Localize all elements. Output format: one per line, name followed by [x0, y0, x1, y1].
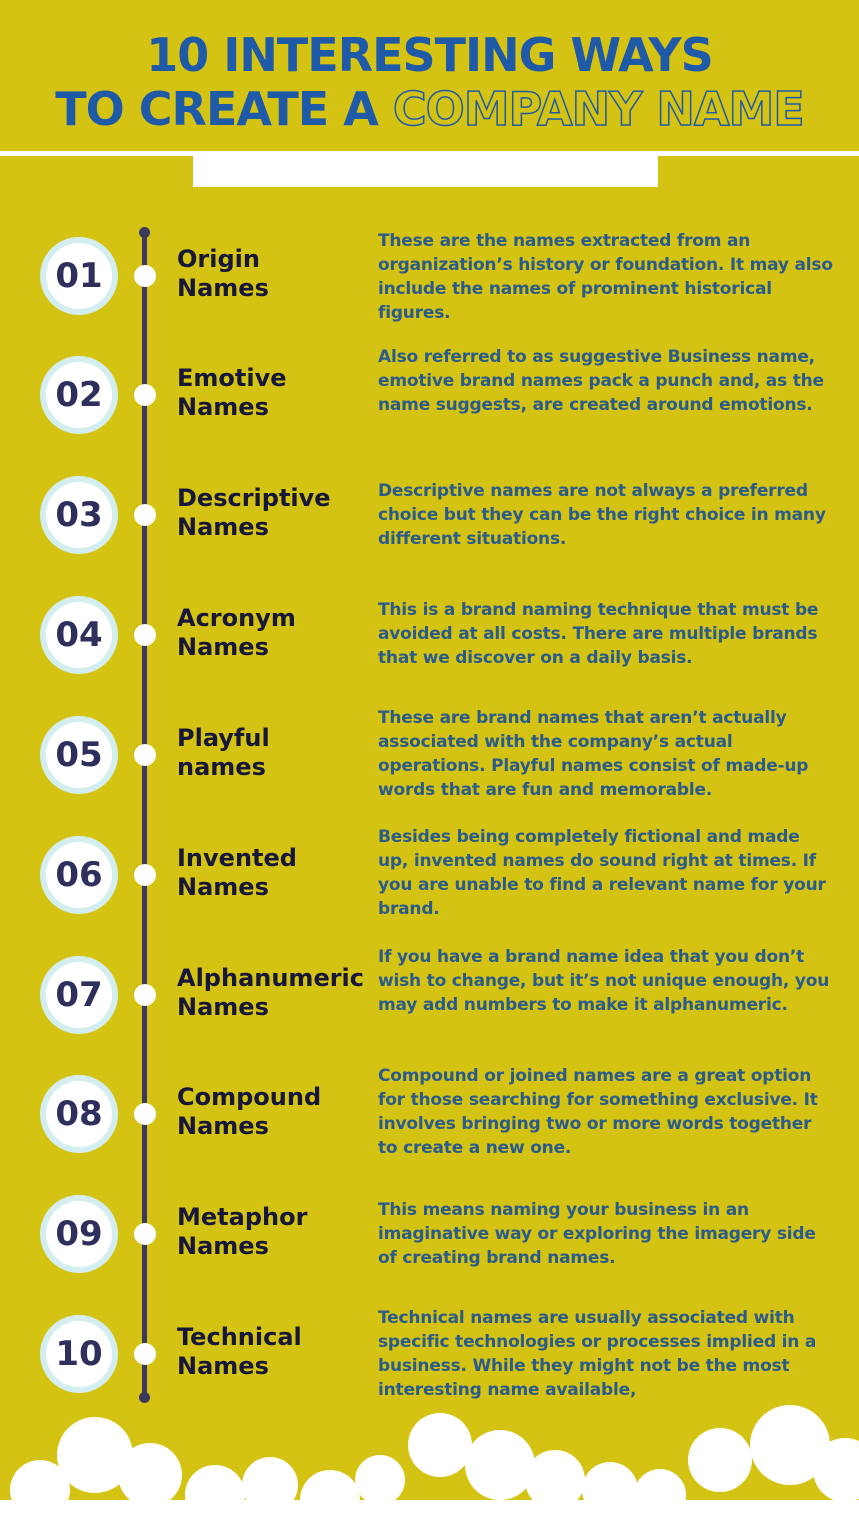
item-name-line-1: Metaphor: [177, 1203, 308, 1231]
item-name-line-2: names: [177, 753, 266, 781]
title-line-1: 10 INTERESTING WAYS: [146, 28, 713, 82]
item-name-line-1: Descriptive: [177, 484, 331, 512]
number-badge: [40, 956, 118, 1034]
item-name-line-2: Names: [177, 393, 269, 421]
number-label: 06: [46, 842, 112, 908]
item-name-line-1: Acronym: [177, 604, 296, 632]
item-name-line-2: Names: [177, 1112, 269, 1140]
item-name-line-2: Names: [177, 1352, 269, 1380]
item-name-line-1: Alphanumeric: [177, 964, 365, 992]
item-name: [177, 844, 377, 902]
number-label: 08: [46, 1081, 112, 1147]
item-description: Descriptive names are not always a preferred choice but they can be the right choice in many different situations.: [378, 481, 826, 549]
item-name-line-2: Names: [177, 513, 269, 541]
item-name-line-1: Origin: [177, 245, 260, 273]
number-badge: [40, 476, 118, 554]
item-name-line-1: Technical: [177, 1323, 302, 1351]
title-line-2: [0, 82, 859, 136]
item-description: Compound or joined names are a great option for those searching for something exclusive. It involves bringing two or more words together to create a new one.: [378, 1066, 818, 1158]
item-name: [177, 245, 377, 303]
item-description: Besides being completely fictional and made up, invented names do sound right at times. If you are unable to find a relevant name for your brand.: [378, 827, 826, 919]
item-description: These are brand names that aren’t actually associated with the company’s actual operations. Playful names consist of made-up words that are fun and memorable.: [378, 708, 809, 800]
number-badge: [40, 356, 118, 434]
number-label: 03: [46, 482, 112, 548]
item-name-line-2: Names: [177, 274, 269, 302]
timeline-dot: [134, 1103, 156, 1125]
number-badge: [40, 237, 118, 315]
item-name-line-2: Names: [177, 993, 269, 1021]
item-name-line-1: Emotive: [177, 364, 287, 392]
number-badge: [40, 1075, 118, 1153]
timeline-dot: [134, 1343, 156, 1365]
timeline-dot: [134, 984, 156, 1006]
timeline-dot: [134, 744, 156, 766]
number-label: 02: [46, 362, 112, 428]
item-description: These are the names extracted from an organization’s history or foundation. It may also include the names of prominent historical figures.: [378, 231, 833, 323]
title-line-2-outline: COMPANY NAME: [392, 82, 804, 136]
title-line-2-prefix: TO CREATE A: [55, 82, 378, 136]
timeline-dot: [134, 504, 156, 526]
item-name-line-1: Playful: [177, 724, 270, 752]
item-name-line-1: Invented: [177, 844, 297, 872]
number-label: 09: [46, 1201, 112, 1267]
number-badge: [40, 716, 118, 794]
item-description: This means naming your business in an imaginative way or exploring the imagery side of creating brand names.: [378, 1200, 816, 1268]
number-label: 07: [46, 962, 112, 1028]
timeline-dot: [134, 624, 156, 646]
item-name: [177, 964, 377, 1022]
item-name-line-2: Names: [177, 873, 269, 901]
number-label: 01: [46, 243, 112, 309]
item-description: If you have a brand name idea that you don’t wish to change, but it’s not unique enough, you may add numbers to make it alphanumeric.: [378, 947, 830, 1015]
timeline-dot: [134, 384, 156, 406]
item-name-line-1: Compound: [177, 1083, 322, 1111]
number-badge: [40, 596, 118, 674]
item-name: [177, 604, 377, 662]
number-label: 04: [46, 602, 112, 668]
number-badge: [40, 1315, 118, 1393]
number-badge: [40, 1195, 118, 1273]
timeline-dot: [134, 265, 156, 287]
item-description: Also referred to as suggestive Business name, emotive brand names pack a punch and, as the name suggests, are created around emotions.: [378, 347, 824, 415]
item-name: [177, 1323, 377, 1381]
timeline-dot: [134, 1223, 156, 1245]
number-label: 10: [46, 1321, 112, 1387]
item-name: [177, 484, 377, 542]
timeline-dot: [134, 864, 156, 886]
item-description: Technical names are usually associated with specific technologies or processes implied in a business. While they might not be the most interesting name available,: [378, 1308, 817, 1400]
item-name: [177, 724, 377, 782]
item-name: [177, 1203, 377, 1261]
title-underline-box: [193, 151, 658, 187]
item-name: [177, 364, 377, 422]
number-label: 05: [46, 722, 112, 788]
clouds-decoration: [0, 1400, 859, 1536]
number-badge: [40, 836, 118, 914]
item-name: [177, 1083, 377, 1141]
item-name-line-2: Names: [177, 633, 269, 661]
item-description: This is a brand naming technique that must be avoided at all costs. There are multiple brands that we discover on a daily basis.: [378, 600, 819, 668]
item-name-line-2: Names: [177, 1232, 269, 1260]
